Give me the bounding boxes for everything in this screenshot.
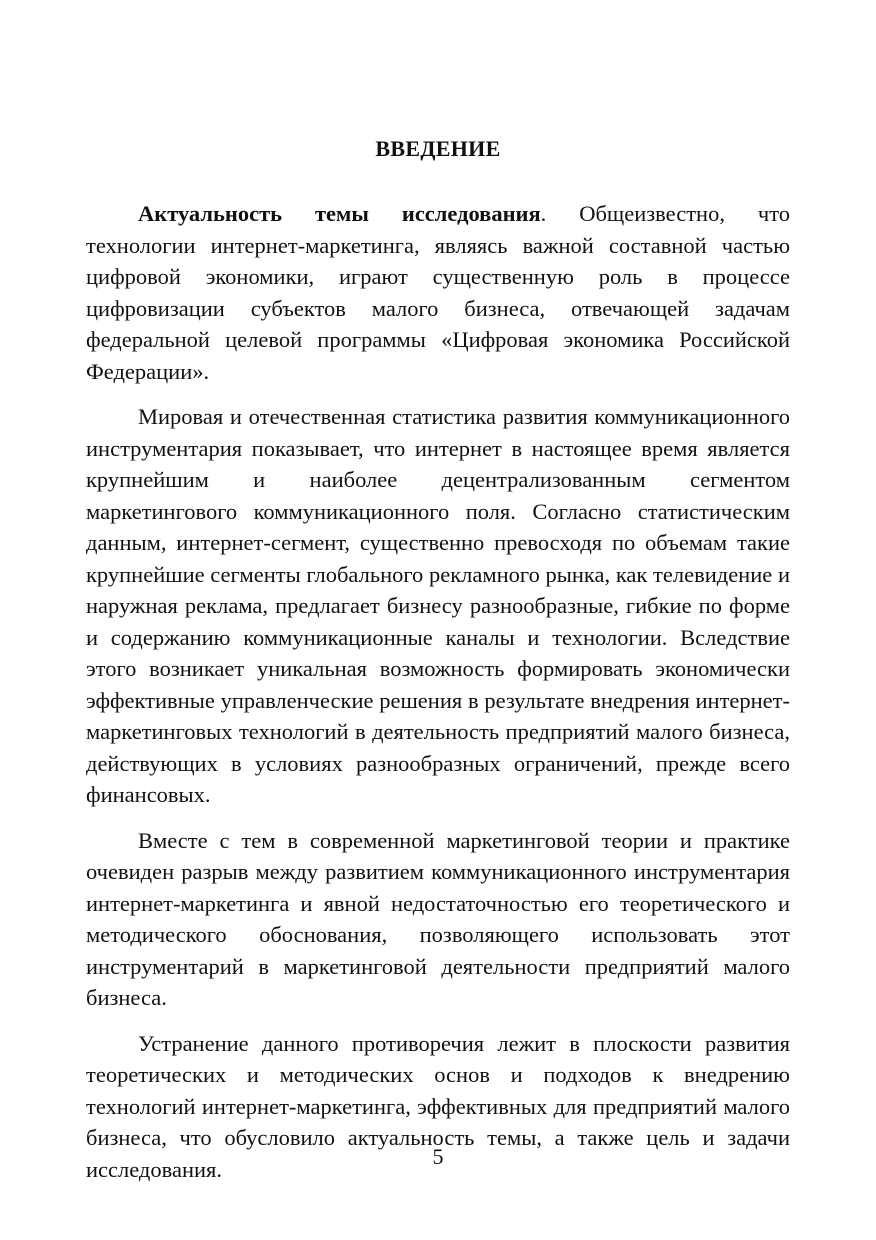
paragraph-statistics bbox=[86, 401, 790, 811]
body-text bbox=[86, 198, 790, 1199]
paragraph-text: . Общеизвестно, что технологии интернет-маркетинга, являясь важной составной частью цифровой экономики, играют существенную роль в процессе цифровизации субъектов малого бизнеса, отвечающей задачам федеральной целевой программы «Цифровая экономика Российской Федерации». bbox=[86, 201, 790, 384]
paragraph-gap bbox=[86, 825, 790, 1014]
paragraph-lead: Актуальность темы исследования bbox=[138, 201, 541, 226]
page-number: 5 bbox=[432, 1144, 444, 1169]
page-title: ВВЕДЕНИЕ bbox=[375, 136, 501, 161]
paragraph-text: Вместе с тем в современной маркетинговой теории и практике очевиден разрыв между развитием коммуникационного инструментария интернет-маркетинга и явной недостаточностью его теоретического и методического обоснования, позволяющего использовать этот инструментарий в маркетинговой деятельности предприятий малого бизнеса. bbox=[86, 827, 790, 1010]
paragraph-text: Устранение данного противоречия лежит в плоскости развития теоретических и методических основ и подходов к внедрению технологий интернет-маркетинга, эффективных для предприятий малого бизнеса, что обусловило актуальность темы, а также цель и задачи исследования. bbox=[86, 1030, 790, 1182]
paragraph-text: Мировая и отечественная статистика развития коммуникационного инструментария показывает, что интернет в настоящее время является крупнейшим и наиболее децентрализованным сегментом маркетингового коммуникационного поля. Согласно статистическим данным, интернет-сегмент, существенно превосходя по объемам такие крупнейшие сегменты глобального рекламного рынка, как телевидение и наружная реклама, предлагает бизнесу разнообразные, гибкие по форме и содержанию коммуникационные каналы и технологии. Вследствие этого возникает уникальная возможность формировать экономически эффективные управленческие решения в результате внедрения интернет-маркетинговых технологий в деятельность предприятий малого бизнеса, действующих в условиях разнообразных ограничений, прежде всего финансовых. bbox=[86, 404, 790, 807]
paragraph-relevance bbox=[86, 198, 790, 387]
